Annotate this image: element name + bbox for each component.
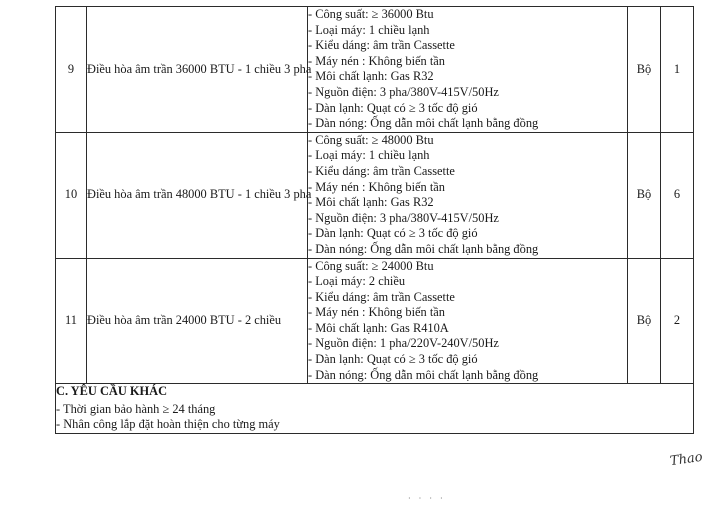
spec-line: - Dàn nóng: Ống dẫn môi chất lạnh bằng đồng bbox=[308, 241, 539, 256]
spec-line: - Máy nén : Không biến tần bbox=[308, 305, 445, 320]
item-name: Điều hòa âm trần 36000 BTU - 1 chiều 3 pha bbox=[87, 7, 308, 133]
item-unit: Bộ bbox=[628, 132, 661, 258]
item-unit: Bộ bbox=[628, 258, 661, 384]
spec-line: - Kiểu dáng: âm trần Cassette bbox=[308, 163, 455, 178]
spec-line: - Loại máy: 2 chiều bbox=[308, 274, 406, 289]
spec-line: - Dàn nóng: Ống dẫn môi chất lạnh bằng đồng bbox=[308, 367, 539, 382]
row-number: 9 bbox=[56, 7, 87, 133]
spec-line: - Môi chất lạnh: Gas R32 bbox=[308, 69, 434, 84]
footer-mark: · · · · bbox=[408, 494, 446, 503]
item-quantity: 6 bbox=[661, 132, 694, 258]
spec-line: - Công suất: ≥ 36000 Btu bbox=[308, 7, 434, 21]
spec-line: - Loại máy: 1 chiều lạnh bbox=[308, 148, 430, 163]
signature: Thao bbox=[669, 449, 704, 470]
other-requirements-cell bbox=[56, 384, 694, 434]
section-title: C. YÊU CẦU KHÁC bbox=[56, 384, 168, 399]
other-requirements-row bbox=[56, 384, 694, 434]
requirement-item: - Nhân công lắp đặt hoàn thiện cho từng máy bbox=[56, 417, 280, 432]
spec-line: - Nguồn điện: 3 pha/380V-415V/50Hz bbox=[308, 210, 499, 225]
row-number: 10 bbox=[56, 132, 87, 258]
spec-line: - Môi chất lạnh: Gas R410A bbox=[308, 320, 449, 335]
item-specifications bbox=[308, 132, 628, 258]
item-specifications bbox=[308, 7, 628, 133]
table-row bbox=[56, 132, 694, 258]
equipment-spec-table bbox=[55, 6, 694, 434]
spec-line: - Kiểu dáng: âm trần Cassette bbox=[308, 289, 455, 304]
item-name: Điều hòa âm trần 48000 BTU - 1 chiều 3 pha bbox=[87, 132, 308, 258]
item-name: Điều hòa âm trần 24000 BTU - 2 chiều bbox=[87, 258, 308, 384]
table-row bbox=[56, 7, 694, 133]
item-specifications bbox=[308, 258, 628, 384]
row-number: 11 bbox=[56, 258, 87, 384]
item-quantity: 1 bbox=[661, 7, 694, 133]
spec-line: - Dàn lạnh: Quạt có ≥ 3 tốc độ gió bbox=[308, 352, 478, 367]
spec-line: - Công suất: ≥ 24000 Btu bbox=[308, 258, 434, 273]
spec-line: - Nguồn điện: 1 pha/220V-240V/50Hz bbox=[308, 336, 499, 351]
spec-line: - Dàn lạnh: Quạt có ≥ 3 tốc độ gió bbox=[308, 100, 478, 115]
spec-line: - Môi chất lạnh: Gas R32 bbox=[308, 195, 434, 210]
spec-line: - Kiểu dáng: âm trần Cassette bbox=[308, 38, 455, 53]
spec-line: - Công suất: ≥ 48000 Btu bbox=[308, 132, 434, 147]
spec-line: - Máy nén : Không biến tần bbox=[308, 179, 445, 194]
spec-line: - Dàn lạnh: Quạt có ≥ 3 tốc độ gió bbox=[308, 226, 478, 241]
spec-line: - Loại máy: 1 chiều lạnh bbox=[308, 22, 430, 37]
item-quantity: 2 bbox=[661, 258, 694, 384]
requirement-item: - Thời gian bảo hành ≥ 24 tháng bbox=[56, 401, 216, 416]
table-row bbox=[56, 258, 694, 384]
item-unit: Bộ bbox=[628, 7, 661, 133]
spec-line: - Máy nén : Không biến tần bbox=[308, 53, 445, 68]
spec-line: - Nguồn điện: 3 pha/380V-415V/50Hz bbox=[308, 84, 499, 99]
spec-line: - Dàn nóng: Ống dẫn môi chất lạnh bằng đồng bbox=[308, 116, 539, 131]
